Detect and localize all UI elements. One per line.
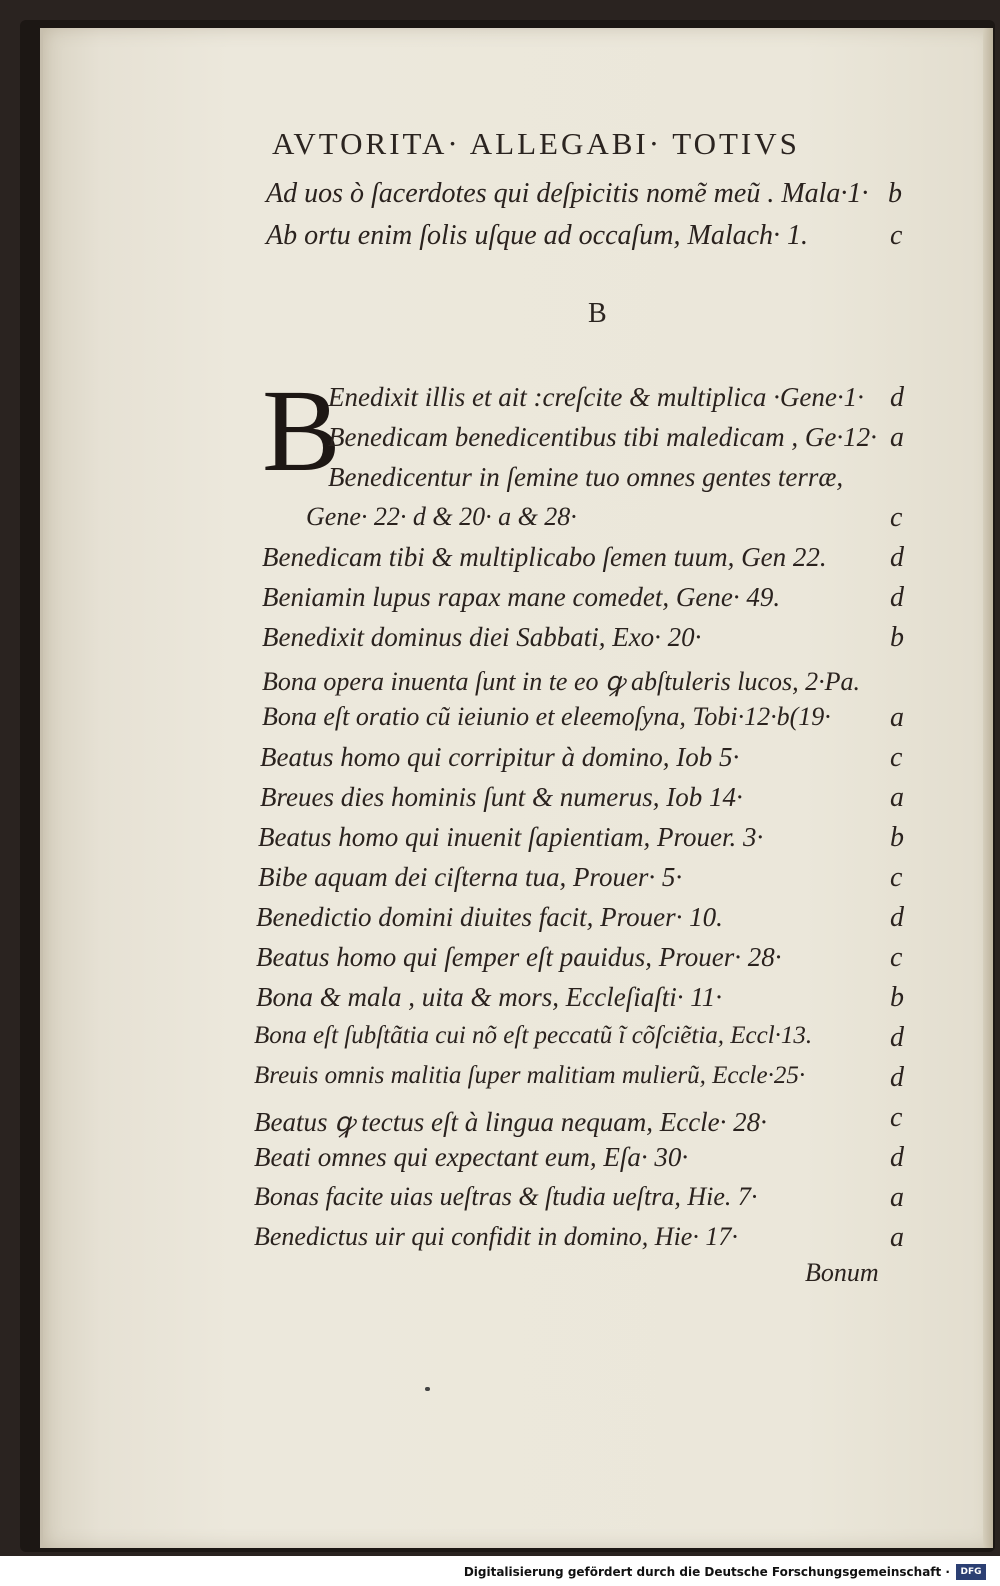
entry-ref: c [890, 942, 903, 973]
entry-ref: d [890, 1142, 904, 1173]
entry-ref: a [890, 422, 904, 453]
entry-line: Gene· 22· d & 20· a & 28· [306, 502, 577, 531]
entry-ref: b [890, 982, 904, 1013]
entry-line: Bona eſt oratio cũ ieiunio et eleemoſyna, Tobi·12·b(19· [262, 702, 831, 731]
entry-ref: d [890, 1022, 904, 1053]
entry-ref: b [890, 622, 904, 653]
entry-ref: c [890, 502, 903, 533]
drop-cap-initial: B [262, 365, 341, 496]
entry-ref: c [890, 1102, 903, 1133]
entry-line: Bibe aquam dei ciſterna tua, Prouer· 5· [258, 862, 683, 892]
entry-ref: d [890, 542, 904, 573]
entry-line: Benedicam benedicentibus tibi maledicam , Ge·12· [328, 422, 877, 452]
entry-ref: d [890, 1062, 904, 1093]
entry-ref: c [890, 862, 903, 893]
entry-line: Beatus homo qui corripitur à domino, Iob 5· [260, 742, 740, 772]
entry-ref: a [890, 782, 904, 813]
section-letter-heading: B [588, 298, 607, 329]
entry-line: Beatus homo qui ſemper eſt pauidus, Prouer· 28· [256, 942, 782, 972]
entry-line: Breues dies hominis ſunt & numerus, Iob 14· [260, 782, 743, 812]
entry-line: Bona eſt ſubſtãtia cui nõ eſt peccatũ ĩ cõſciẽtia, Eccl·13. [254, 1022, 813, 1049]
ink-spot [425, 1387, 430, 1391]
entry-line: Breuis omnis malitia ſuper malitiam mulierũ, Eccle·25· [254, 1062, 806, 1089]
running-head: AVTORITA· ALLEGABI· TOTIVS [272, 126, 800, 161]
entry-ref: a [890, 702, 904, 733]
entry-line: Ab ortu enim ſolis uſque ad occaſum, Malach· 1. [266, 220, 809, 251]
entry-line: Beatus ꝙ tectus eſt à lingua nequam, Eccle· 28· [254, 1107, 767, 1137]
entry-ref: a [890, 1222, 904, 1253]
funding-notice: Digitalisierung gefördert durch die Deutsche Forschungsgemeinschaft · [463, 1565, 950, 1579]
footer-bar [0, 1556, 1000, 1586]
entry-line: Bona & mala , uita & mors, Eccleſiaſti· 11· [256, 982, 722, 1012]
page-edge [983, 28, 993, 1548]
entry-ref: a [890, 1182, 904, 1213]
entry-line: Bona opera inuenta ſunt in te eo ꝙ abſtuleris lucos, 2·Pa. [262, 667, 860, 696]
catchword: Bonum [805, 1258, 879, 1287]
entry-line: Benedictus uir qui confidit in domino, Hie· 17· [254, 1222, 738, 1251]
entry-line: Bonas facite uias ueſtras & ſtudia ueſtra, Hie. 7· [254, 1182, 758, 1211]
entry-ref: b [890, 822, 904, 853]
entry-line: Beati omnes qui expectant eum, Eſa· 30· [254, 1142, 689, 1172]
entry-ref: d [890, 382, 904, 413]
entry-line: Benedicentur in ſemine tuo omnes gentes terræ, [328, 462, 844, 492]
entry-ref: d [890, 582, 904, 613]
entry-ref: c [890, 220, 903, 251]
entry-line: Benedictio domini diuites facit, Prouer· 10. [256, 902, 723, 932]
entry-line: Beatus homo qui inuenit ſapientiam, Prouer. 3· [258, 822, 764, 852]
dfg-logo: DFG [956, 1564, 986, 1580]
entry-ref: c [890, 742, 903, 773]
entry-ref: b [888, 178, 902, 209]
entry-ref: d [890, 902, 904, 933]
entry-line: Beniamin lupus rapax mane comedet, Gene· 49. [262, 582, 781, 612]
entry-line: Benedicam tibi & multiplicabo ſemen tuum, Gen 22. [262, 542, 827, 572]
entry-line: Ad uos ò ſacerdotes qui deſpicitis nomẽ meũ . Mala·1· [266, 178, 869, 209]
entry-line: Benedixit dominus diei Sabbati, Exo· 20· [262, 622, 702, 652]
entry-line: Enedixit illis et ait :creſcite & multiplica ·Gene·1· [328, 382, 864, 412]
